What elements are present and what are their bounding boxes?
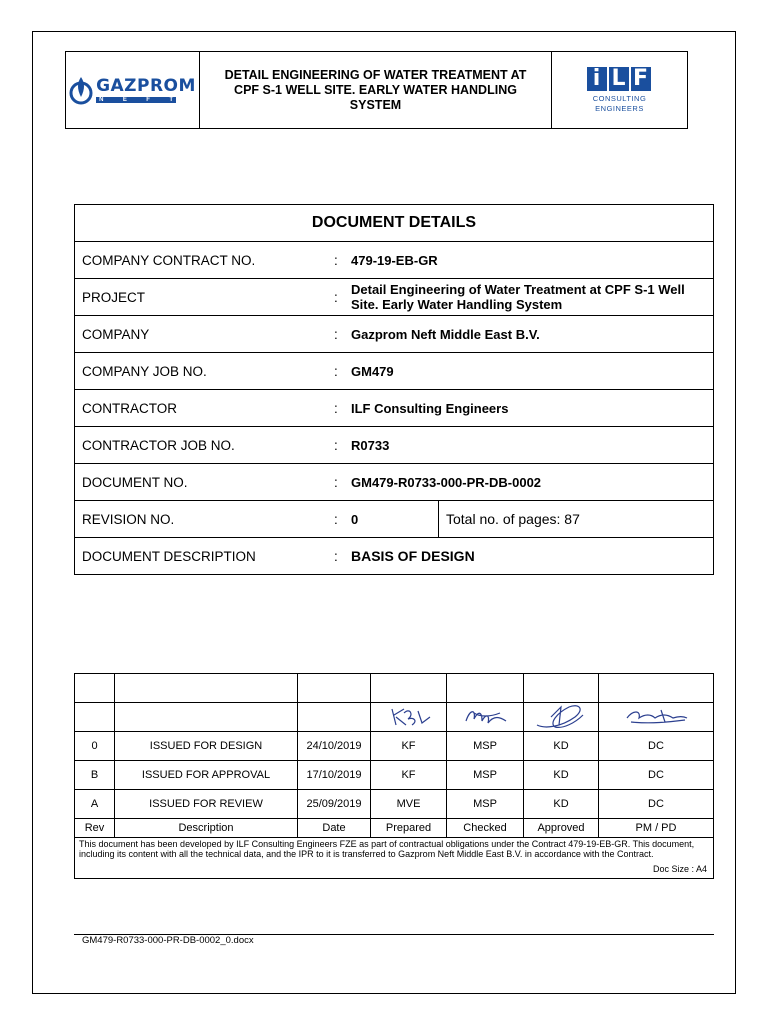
- revision-table: [74, 673, 714, 879]
- table-row: COMPANY CONTRACT NO. : 479-19-EB-GR: [75, 242, 714, 279]
- signature-row: [75, 703, 714, 732]
- document-header: [65, 51, 688, 129]
- ilf-logo-mark: i L F: [587, 67, 653, 91]
- signature-checked: [447, 703, 524, 732]
- table-row: [75, 674, 714, 703]
- document-details-title: DOCUMENT DETAILS: [75, 205, 714, 242]
- gazprom-logo-text: GAZPROM: [96, 75, 196, 96]
- ipr-note: This document has been developed by ILF Consulting Engineers FZE as part of contractual obligations under the Contract 479-19-EB-GR. This document, including its content with all the technical data, and the IPR to it is transferred to Gazprom Neft Middle East B.V. in accordance with the Contract.: [75, 838, 714, 861]
- table-row: A ISSUED FOR REVIEW 25/09/2019 MVE MSP KD DC: [75, 790, 714, 819]
- table-row: REVISION NO. : 0 Total no. of pages: 87: [75, 501, 714, 538]
- table-row: DOCUMENT DESCRIPTION : BASIS OF DESIGN: [75, 538, 714, 575]
- footer-filename: GM479-R0733-000-PR-DB-0002_0.docx: [82, 935, 254, 946]
- revision-table-header: Rev Description Date Prepared Checked Approved PM / PD: [75, 819, 714, 838]
- doc-size: Doc Size : A4: [75, 860, 714, 879]
- ipr-note-row: [75, 838, 714, 861]
- table-row: COMPANY JOB NO. : GM479: [75, 353, 714, 390]
- signature-approved: [524, 703, 599, 732]
- table-row: B ISSUED FOR APPROVAL 17/10/2019 KF MSP KD DC: [75, 761, 714, 790]
- document-details-table: [74, 204, 714, 575]
- table-row: 0 ISSUED FOR DESIGN 24/10/2019 KF MSP KD DC: [75, 732, 714, 761]
- table-row: CONTRACTOR JOB NO. : R0733: [75, 427, 714, 464]
- table-row: DOCUMENT NO. : GM479-R0733-000-PR-DB-0002: [75, 464, 714, 501]
- neft-logo-text: N E F T: [96, 97, 176, 103]
- doc-size-row: [75, 860, 714, 879]
- table-row: PROJECT : Detail Engineering of Water Treatment at CPF S-1 Well Site. Early Water Handling System: [75, 279, 714, 316]
- gazprom-neft-logo: [66, 52, 200, 128]
- total-pages: Total no. of pages: 87: [439, 501, 714, 538]
- table-row: CONTRACTOR : ILF Consulting Engineers: [75, 390, 714, 427]
- signature-prepared: [371, 703, 447, 732]
- gazprom-flame-icon: [69, 75, 93, 105]
- table-row: COMPANY : Gazprom Neft Middle East B.V.: [75, 316, 714, 353]
- ilf-logo: [551, 52, 687, 128]
- ilf-logo-subtitle: CONSULTING ENGINEERS: [592, 93, 647, 113]
- signature-pm: [599, 703, 714, 732]
- document-header-title: DETAIL ENGINEERING OF WATER TREATMENT AT CPF S-1 WELL SITE. EARLY WATER HANDLING SYSTEM: [224, 67, 527, 112]
